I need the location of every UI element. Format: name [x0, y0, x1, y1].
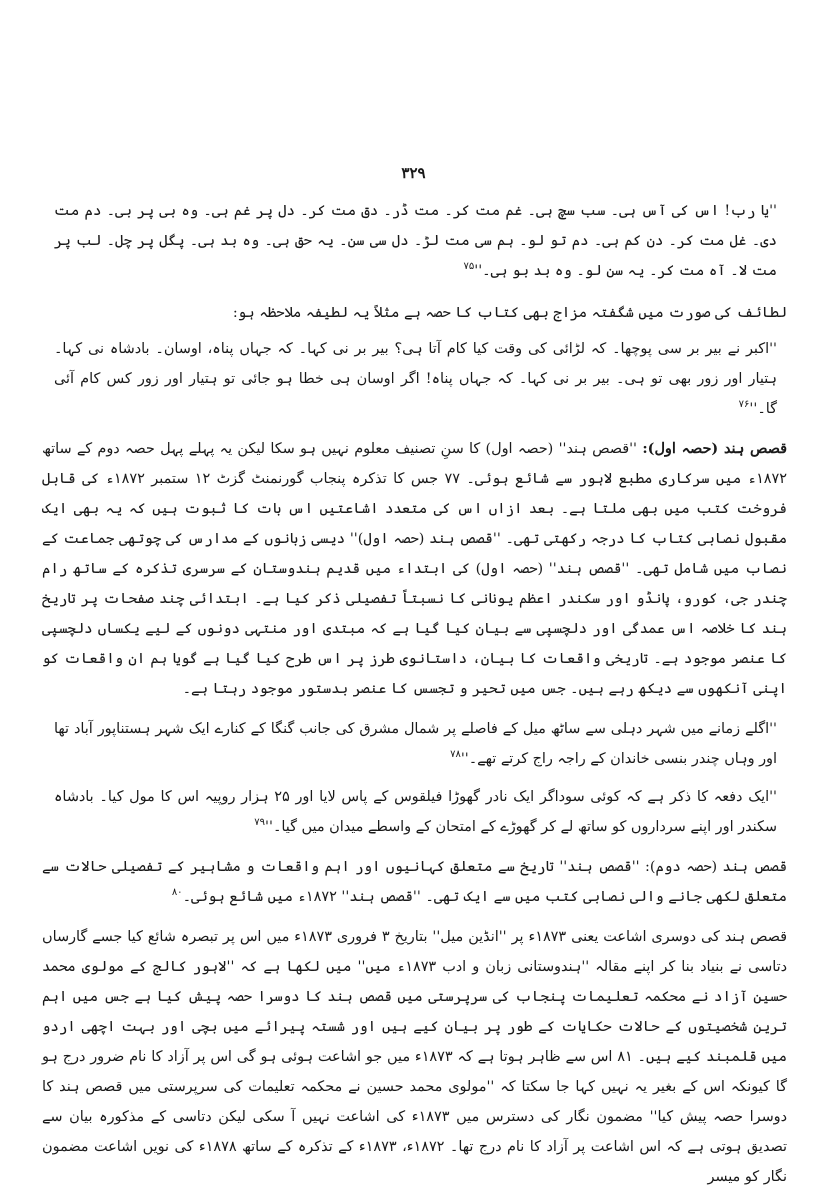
section-heading: قصص ہند (حصہ اول): [642, 440, 787, 457]
quote-block [42, 334, 787, 424]
paragraph-text: ''قصص ہند'' (حصہ اول) کا سنِ تصنیف معلوم نہیں ہو سکا لیکن یہ پہلے پہل حصہ دوم کے ساتھ ۱۸۷۲ء میں سرکاری مطبع لاہور سے شائع ہوئی۔ ۷۷ جس کا تذکرہ پنجاب گورنمنٹ گزٹ ۱۲ ستمبر ۱۸۷۲ء کی قابل فروخت کتب میں بھی ملتا ہے۔ بعد ازاں اس کی متعدد اشاعتیں اس بات کا ثبوت ہیں کہ یہ بھی ایک مقبول نصابی کتاب کا درجہ رکھتی تھی۔ ''قصص ہند (حصہ اول)'' دیسی زبانوں کے مدارس کی چوتھی جماعت کے نصاب میں شامل تھی۔ ''قصص ہند'' (حصہ اول) کی ابتداء میں قدیم ہندوستان کے سرسری تذکرہ کے ساتھ رام چندر جی، کورو، پانڈو اور سکندر اعظم یونانی کا نسبتاً تفصیلی ذکر کیا ہے۔ ابتدائی چند صفحات پر تاریخ ہند کا خلاصہ اس عمدگی اور دلچسپی سے بیان کیا گیا ہے کہ مبتدی اور منتہی دونوں کے لیے یکساں دلچسپی کا عنصر موجود ہے۔ تاریخی واقعات کا بیان، داستانوی طرز پر اس طرح کیا گیا ہے گویا ہم ان واقعات کو اپنی آنکھوں سے دیکھ رہے ہیں۔ جس میں تحیر و تجسس کا عنصر بدستور موجود رہتا ہے۔ [42, 441, 787, 697]
footnote-ref: ۷۹ [254, 817, 266, 829]
quote-text: ''ایک دفعہ کا ذکر ہے کہ کوئی سوداگر ایک نادر گھوڑا فیلقوس کے پاس لایا اور ۲۵ ہزار روپیہ اس کا مول کیا۔ بادشاہ سکندر اور اپنے سرداروں کو ساتھ لے کر گھوڑے کے امتحان کے واسطے میدان میں گیا۔'' [54, 789, 777, 835]
section-heading: قصص ہند (حصہ دوم): [645, 859, 787, 875]
footnote-ref: ۷۸ [450, 749, 461, 761]
body-paragraph [42, 434, 787, 704]
intro-line: لطائف کی صورت میں شگفتہ مزاج بھی کتاب کا حصہ ہے مثلاً یہ لطیفہ ملاحظہ ہو: [232, 305, 787, 321]
footnote-ref: ۷۶ [738, 399, 750, 411]
page-number: ۳۲۹ [401, 164, 426, 182]
footnote-ref: ۸۰ [171, 887, 183, 899]
quote-block [42, 196, 787, 286]
footnote-ref: ۷۵ [463, 261, 475, 273]
paragraph-text: ''قصص ہند'' تاریخ سے متعلق کہانیوں اور اہم واقعات و مشاہیر کے تفصیلی حالات سے متعلق لکھی جانے والی نصابی کتب میں سے ایک تھی۔ ''قصص ہند'' ۱۸۷۲ء میں شائع ہوئی۔ [42, 859, 787, 905]
page-body [42, 196, 787, 1192]
body-paragraph [42, 852, 787, 912]
quote-text: ''یا رب! اس کی آس ہی۔ سب سچ ہی۔ غم مت کر۔ مت ڈر۔ دق مت کر۔ دل پر غم ہی۔ وہ بی پر بی۔ دم مت دی۔ غل مت کر۔ دن کم ہی۔ دم تو لو۔ ہم سی مت لڑ۔ دل سی سن۔ یہ حق ہی۔ وہ بد ہی۔ پگل پر چل۔ لب پر مت لا۔ آہ مت کر۔ یہ سن لو۔ وہ بد بو ہی۔'' [54, 203, 777, 279]
quote-block [42, 714, 787, 774]
body-paragraph: قصص ہند کی دوسری اشاعت یعنی ۱۸۷۳ء پر ''انڈین میل'' بتاریخ ۳ فروری ۱۸۷۳ء میں اس پر تبصرہ شائع کیا جسے گارساں دتاسی نے بنیاد بنا کر اپنے مقالہ ''ہندوستانی زبان و ادب ۱۸۷۳ء میں'' میں لکھا ہے کہ ''لاہور کالج کے مولوی محمد حسین آزاد نے محکمہ تعلیمات پنجاب کی سرپرستی میں قصص ہند کا دوسرا حصہ پیش کیا ہے جس میں اہم ترین شخصیتوں کے حالات حکایات کے طور پر بیان کیے ہیں اور شستہ پیرائے میں بچی اور بہت اچھی اردو میں قلمبند کیے ہیں۔ ۸۱ اس سے ظاہر ہوتا ہے کہ ۱۸۷۳ء میں جو اشاعت ہوئی ہو گی اس پر آزاد کا نام ضرور درج ہو گا کیونکہ اس کے بغیر یہ نہیں کہا جا سکتا کہ ''مولوی محمد حسین نے محکمہ تعلیمات کی سرپرستی میں قصص ہند کا دوسرا حصہ پیش کیا'' مضمون نگار کی دسترس میں ۱۸۷۳ء کی اشاعت نہیں آ سکی لیکن دتاسی کے مذکورہ بیان سے تصدیق ہوتی ہے کہ اس اشاعت پر آزاد کا نام درج تھا۔ ۱۸۷۲ء، ۱۸۷۳ء کے تذکرہ کے ساتھ ۱۸۷۸ء کی نویں اشاعت مضمون نگار کو میسر [42, 929, 787, 1185]
quote-text: ''اگلے زمانے میں شہر دہلی سے ساٹھ میل کے فاصلے پر شمال مشرق کی جانب گنگا کے کنارے ایک شہر ہستناپور آباد تھا اور وہاں چندر بنسی خاندان کے راجہ راج کرتے تھے۔'' [54, 721, 777, 767]
quote-block [42, 782, 787, 842]
quote-text: ''اکبر نے بیر بر سی پوچھا۔ کہ لڑائی کی وقت کیا کام آتا ہی؟ بیر بر نی کہا۔ کہ جہاں پناہ، اوسان۔ بادشاہ نی کہا۔ ہتیار اور زور بھی تو ہی۔ بیر بر نی کہا۔ کہ جہاں پناہ! اگر اوسان ہی خطا ہو جائی تو ہتیار اور زور کس کام آئی گا۔'' [54, 341, 777, 417]
